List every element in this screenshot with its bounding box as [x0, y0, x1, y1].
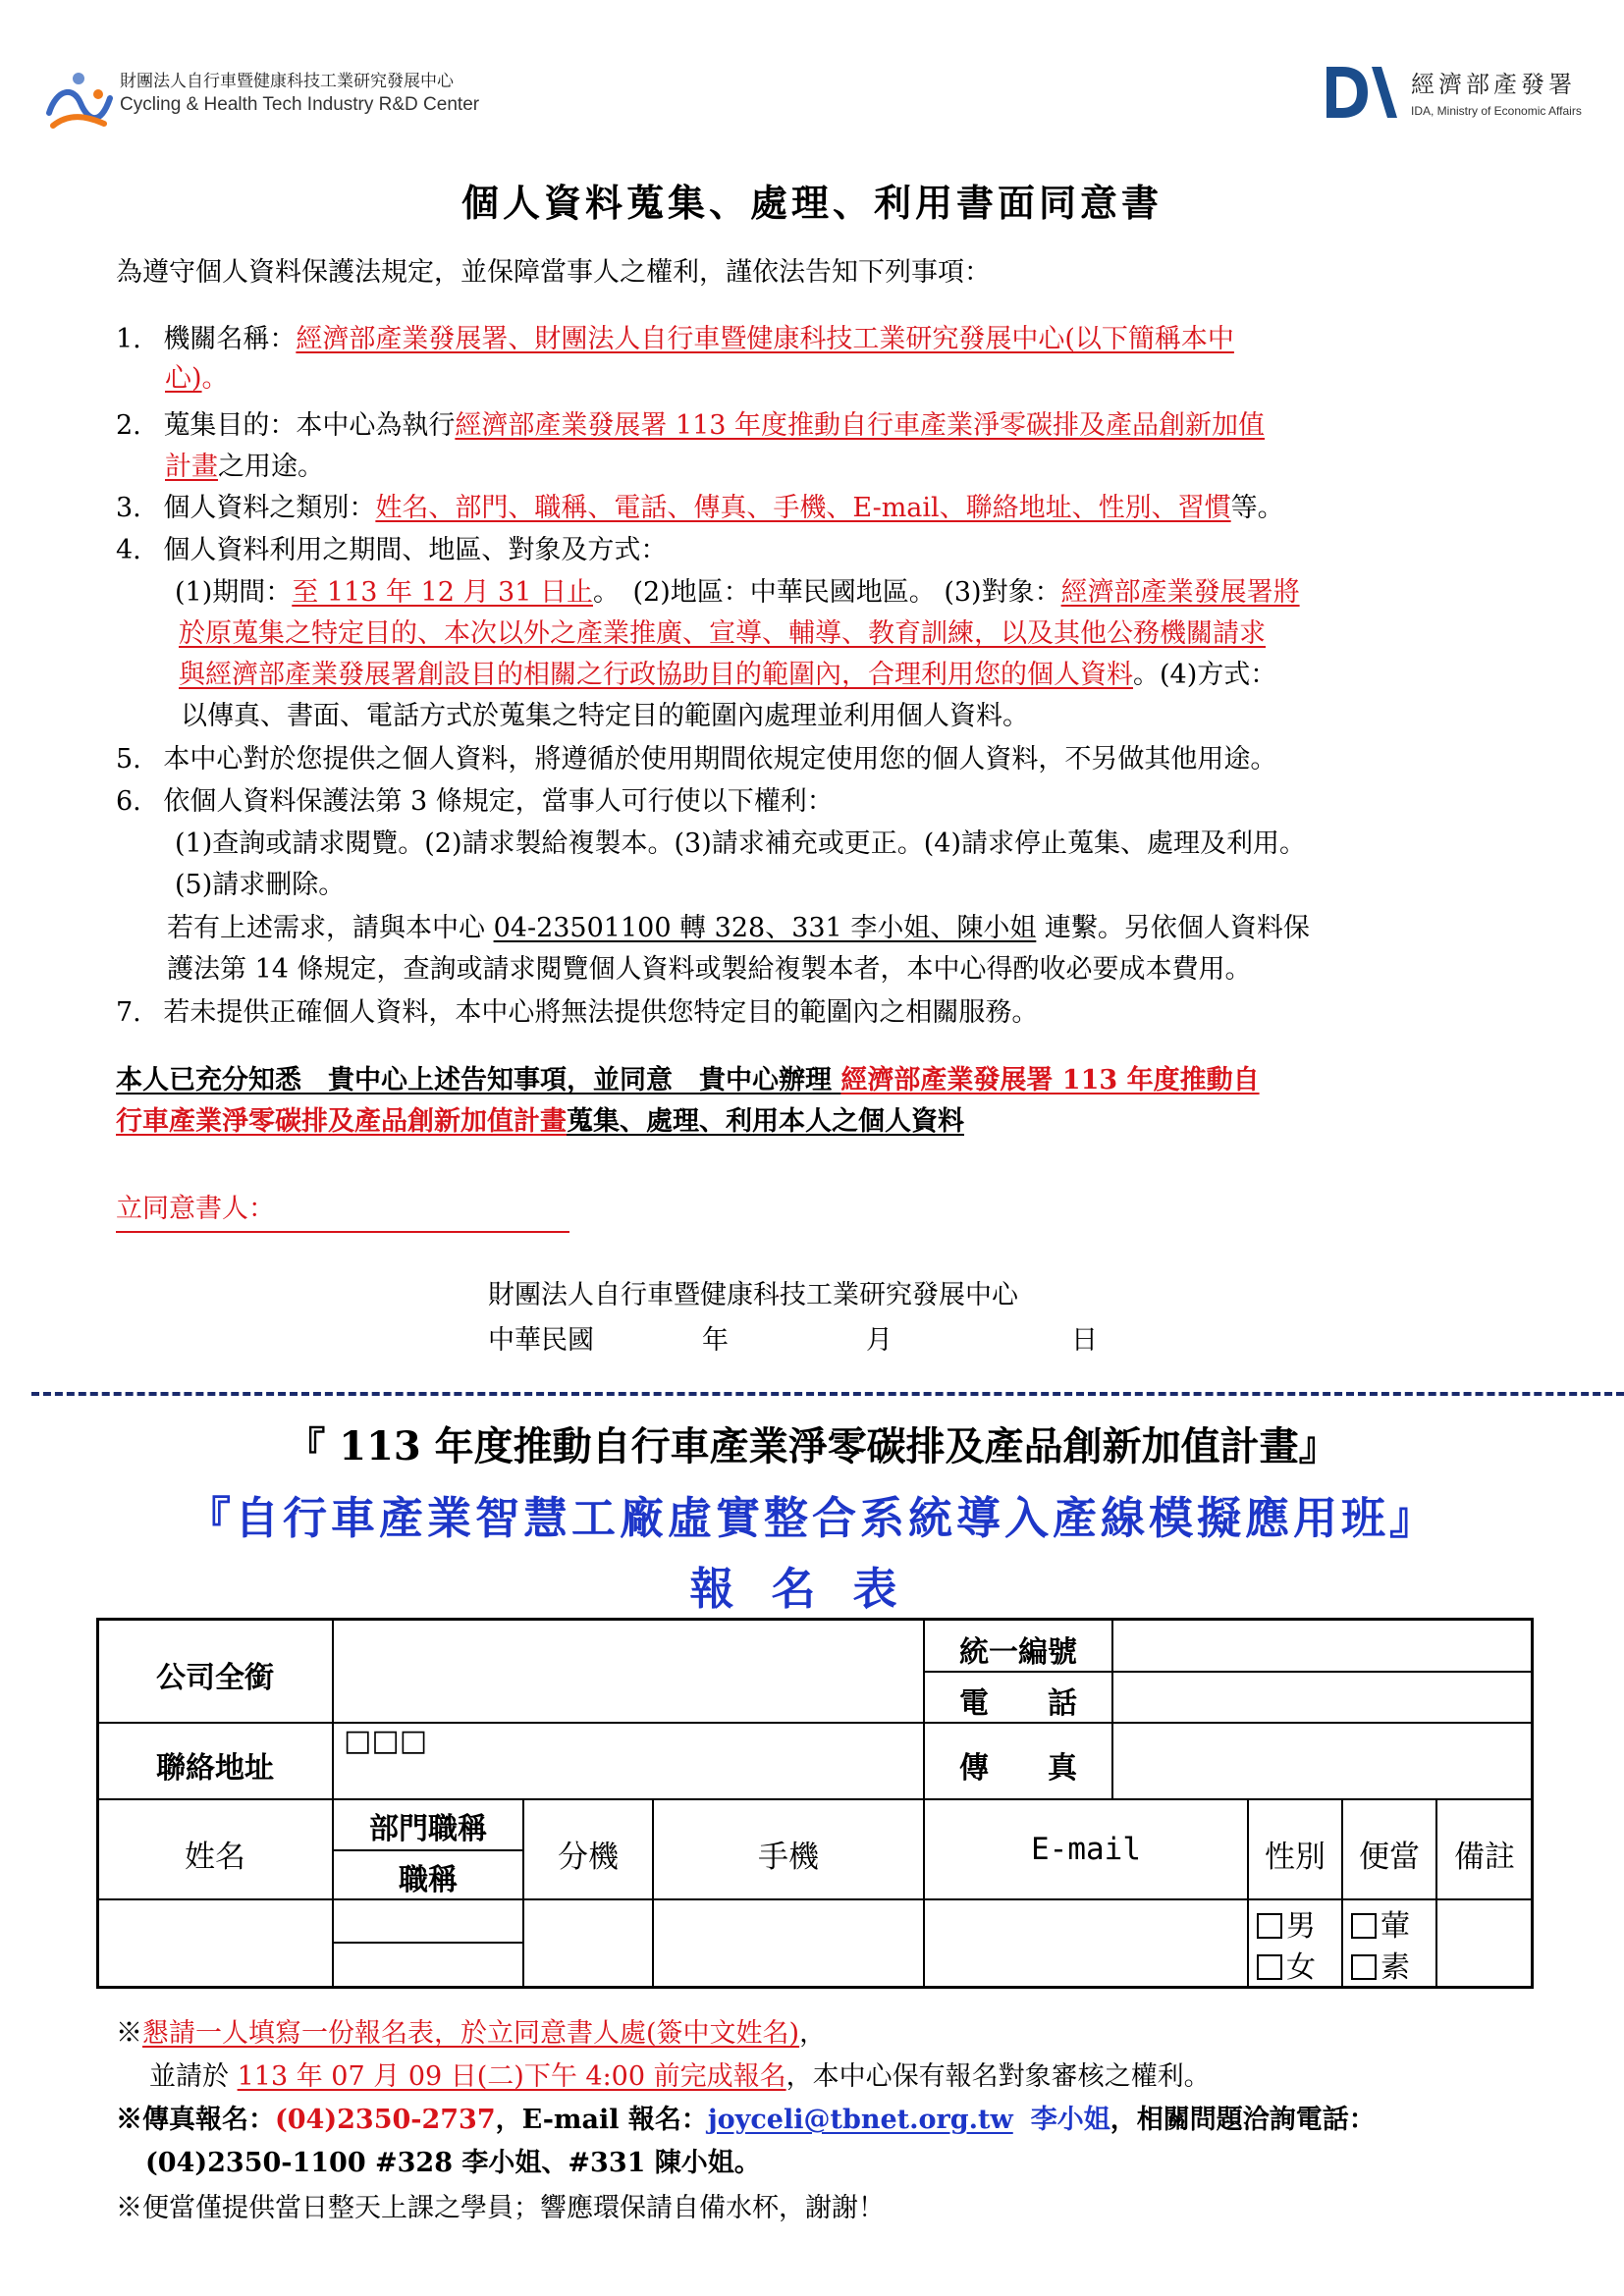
item-red-text: 至 113 年 12 月 31 日止 — [292, 577, 593, 608]
note-text: ， — [799, 2018, 827, 2049]
signer-label: 立同意書人： — [116, 1194, 275, 1224]
cycling-center-logo — [39, 59, 480, 137]
meal-veg-label: 素 — [1380, 1950, 1410, 1985]
tax-id-label: 統一編號 — [959, 1635, 1077, 1670]
meal-options — [1351, 1906, 1410, 1989]
remark-header: 備註 — [1454, 1840, 1515, 1875]
class-title: 『自行車產業智慧工廠虛實整合系統導入產線模擬應用班』 — [186, 1492, 1437, 1544]
ext-header: 分機 — [558, 1840, 619, 1875]
item-period: 。 — [201, 363, 229, 394]
checkbox-icon[interactable] — [1257, 1913, 1282, 1939]
cycling-center-logo-icon — [39, 59, 118, 137]
item-red-text: 心) — [165, 363, 202, 394]
ida-logo-icon — [1321, 61, 1399, 124]
item-label: 個人資料利用之期間、地區、對象及方式： — [163, 535, 668, 565]
left-org-name-zh: 財團法人自行車暨健康科技工業研究發展中心 — [120, 72, 454, 91]
ida-logo — [1321, 61, 1596, 130]
consent-item-4 — [116, 531, 667, 570]
consent-intro: 為遵守個人資料保護法規定，並保障當事人之權利，謹依法告知下列事項： — [116, 257, 991, 288]
meal-header: 便當 — [1359, 1840, 1420, 1875]
company-input-cell[interactable] — [332, 1618, 925, 1724]
note-3 — [116, 2101, 1376, 2140]
date-day: 日 — [1071, 1325, 1098, 1356]
note-1 — [116, 2014, 826, 2054]
note-2 — [149, 2057, 1211, 2097]
note-4: (04)2350-1100 #328 李小姐、#331 陳小姐。 — [145, 2148, 761, 2178]
consent-title: 個人資料蒐集、處理、利用書面同意書 — [460, 181, 1163, 225]
item-red-text: 計畫 — [165, 452, 218, 482]
meal-meat-label: 葷 — [1380, 1909, 1410, 1944]
title-input-cell[interactable] — [332, 1942, 524, 1989]
item-label: 蒐集目的：本中心為執行 — [163, 410, 456, 441]
note-5: ※便當僅提供當日整天上課之學員；響應環保請自備水杯，謝謝！ — [116, 2193, 885, 2223]
consent-item-6-line-4 — [167, 909, 1310, 948]
dept-title-header: 部門職稱 — [369, 1812, 487, 1846]
email-label-text: ，E-mail 報名： — [495, 2105, 708, 2135]
cut-line-divider — [31, 1392, 1624, 1396]
consent-item-3 — [116, 489, 1284, 528]
note-text: ，相關問題洽詢電話： — [1110, 2105, 1376, 2135]
email-input-cell[interactable] — [923, 1898, 1249, 1989]
item-text: 。(4)方式： — [1133, 660, 1277, 690]
fax-label: 傳 真 — [959, 1751, 1077, 1786]
form-title: 報名表 — [689, 1563, 935, 1615]
item-text: 若有上述需求，請與本中心 — [167, 913, 494, 943]
item-label: 個人資料之類別： — [163, 493, 376, 523]
checkbox-icon[interactable] — [1257, 1954, 1282, 1980]
meal-meat-option[interactable] — [1351, 1906, 1410, 1948]
date-year: 年 — [702, 1325, 729, 1356]
consent-item-1-cont — [165, 359, 229, 399]
consent-statement — [116, 1060, 1260, 1143]
item-text: 若未提供正確個人資料，本中心將無法提供您特定目的範圍內之相關服務。 — [163, 997, 1039, 1028]
company-label: 公司全銜 — [156, 1661, 274, 1695]
note-text: ，本中心保有報名對象審核之權利。 — [785, 2061, 1211, 2092]
tax-id-input-cell[interactable] — [1111, 1618, 1534, 1673]
item-number: 6. — [116, 786, 141, 817]
date-month: 月 — [866, 1325, 893, 1356]
zip-code-boxes[interactable]: □□□ — [344, 1724, 428, 1758]
item-text: 連繫。另依個人資料保 — [1036, 913, 1310, 943]
item-red-text: 經濟部產業發展署將 — [1060, 577, 1300, 608]
gender-male-option[interactable] — [1257, 1906, 1316, 1948]
gender-female-option[interactable] — [1257, 1948, 1316, 1989]
consent-item-1 — [116, 320, 1234, 359]
item-red-text: 與經濟部產業發展署創設目的相關之行政協助目的範圍內，合理利用您的個人資料 — [179, 660, 1133, 690]
consent-item-4-line-5: 以傳真、書面、電話方式於蒐集之特定目的範圍內處理並利用個人資料。 — [181, 701, 1029, 731]
consent-item-2 — [116, 406, 1265, 446]
item-red-text: 經濟部產業發展署 113 年度推動自行車產業淨零碳排及產品創新加值 — [455, 410, 1266, 441]
address-label: 聯絡地址 — [156, 1751, 274, 1786]
consent-item-7 — [116, 993, 1038, 1033]
consent-plan-name: 行車產業淨零碳排及產品創新加值計畫 — [116, 1106, 567, 1137]
note-red-text: 懇請一人填寫一份報名表，於立同意書人處(簽中文姓名) — [142, 2018, 800, 2049]
checkbox-icon[interactable] — [1351, 1954, 1377, 1980]
registration-table — [96, 1618, 1534, 1989]
signer-signature-line[interactable] — [116, 1231, 569, 1233]
consent-item-4-line-4 — [179, 656, 1276, 695]
deadline-text: 113 年 07 月 09 日(二)下午 4:00 前完成報名 — [237, 2061, 786, 2092]
note-text: 並請於 — [149, 2061, 238, 2092]
fax-label-text: ※傳真報名： — [116, 2105, 275, 2135]
mobile-header: 手機 — [758, 1840, 819, 1875]
consent-item-4-line-2 — [175, 573, 1300, 613]
item-number: 5. — [116, 744, 141, 774]
item-number: 1. — [116, 324, 141, 354]
plan-title: 『 113 年度推動自行車產業淨零碳排及產品創新加值計畫』 — [286, 1423, 1338, 1469]
left-org-name-en: Cycling & Health Tech Industry R&D Center — [120, 94, 480, 115]
consent-plan-name: 經濟部產業發展署 113 年度推動自 — [840, 1065, 1260, 1095]
item-text: (1)期間： — [175, 577, 293, 608]
item-tail: 等。 — [1230, 493, 1284, 523]
consent-item-5 — [116, 740, 1276, 779]
fax-number: (04)2350-2737 — [275, 2105, 496, 2135]
meal-veg-option[interactable] — [1351, 1948, 1410, 1989]
remark-input-cell[interactable] — [1435, 1898, 1534, 1989]
consent-item-6-line-2: (1)查詢或請求閱覽。(2)請求製給複製本。(3)請求補充或更正。(4)請求停止蒐集、處理及利用。 — [175, 828, 1306, 859]
item-red-text: 姓名、部門、職稱、電話、傳真、手機、E-mail、聯絡地址、性別、習慣 — [375, 493, 1231, 523]
gender-female-label: 女 — [1286, 1950, 1316, 1985]
consent-text: 蒐集、處理、利用本人之個人資料 — [567, 1106, 964, 1137]
item-text: 。 (2)地區：中華民國地區。 (3)對象： — [593, 577, 1061, 608]
consent-item-2-cont — [165, 448, 324, 487]
gender-options — [1257, 1906, 1316, 1989]
name-input-cell[interactable] — [96, 1898, 334, 1989]
consent-item-4-line-3: 於原蒐集之特定目的、本次以外之產業推廣、宣導、輔導、教育訓練，以及其他公務機關請求 — [179, 618, 1266, 649]
item-label: 機關名稱： — [163, 324, 297, 354]
ext-input-cell[interactable] — [522, 1898, 654, 1989]
item-number: 7. — [116, 997, 141, 1028]
item-number: 2. — [116, 410, 141, 441]
phone-input-cell[interactable] — [1111, 1671, 1534, 1724]
consent-item-6-line-3: (5)請求刪除。 — [175, 870, 346, 900]
dept-input-cell[interactable] — [332, 1898, 524, 1944]
phone-label: 電 話 — [959, 1686, 1077, 1721]
title-header: 職稱 — [399, 1863, 458, 1897]
date-roc: 中華民國 — [488, 1325, 594, 1356]
item-number: 4. — [116, 535, 141, 565]
item-tail: 之用途。 — [218, 452, 324, 482]
item-text: 本中心對於您提供之個人資料，將遵循於使用期間依規定使用您的個人資料，不另做其他用途。 — [163, 744, 1277, 774]
item-text: 依個人資料保護法第 3 條規定，當事人可行使以下權利： — [163, 786, 834, 817]
checkbox-icon[interactable] — [1351, 1913, 1377, 1939]
gender-male-label: 男 — [1286, 1909, 1316, 1944]
item-number: 3. — [116, 493, 141, 523]
contact-phone: 04-23501100 轉 328、331 李小姐、陳小姐 — [493, 913, 1037, 943]
right-org-name-zh: 經濟部產發署 — [1411, 71, 1576, 98]
consent-item-6-line-5: 護法第 14 條規定，查詢或請求閱覽個人資料或製給複製本者，本中心得酌收必要成本費用。 — [167, 954, 1252, 985]
consent-date-row — [488, 1321, 1098, 1361]
item-red-text: 經濟部產業發展署、財團法人自行車暨健康科技工業研究發展中心(以下簡稱本中 — [296, 324, 1234, 354]
note-mark: ※ — [116, 2018, 142, 2049]
name-header: 姓名 — [185, 1840, 245, 1875]
email-link[interactable]: joyceli@tbnet.org.tw — [707, 2105, 1013, 2135]
contact-name: 李小姐 — [1030, 2105, 1110, 2135]
fax-input-cell[interactable] — [1111, 1722, 1534, 1800]
right-org-name-en: IDA, Ministry of Economic Affairs — [1411, 104, 1582, 118]
consent-item-6 — [116, 782, 834, 822]
email-header: E-mail — [1031, 1832, 1141, 1867]
gender-header: 性別 — [1265, 1840, 1326, 1875]
consent-org-name: 財團法人自行車暨健康科技工業研究發展中心 — [488, 1280, 1018, 1310]
consent-text: 本人已充分知悉 貴中心上述告知事項，並同意 貴中心辦理 — [116, 1065, 841, 1095]
mobile-input-cell[interactable] — [652, 1898, 925, 1989]
